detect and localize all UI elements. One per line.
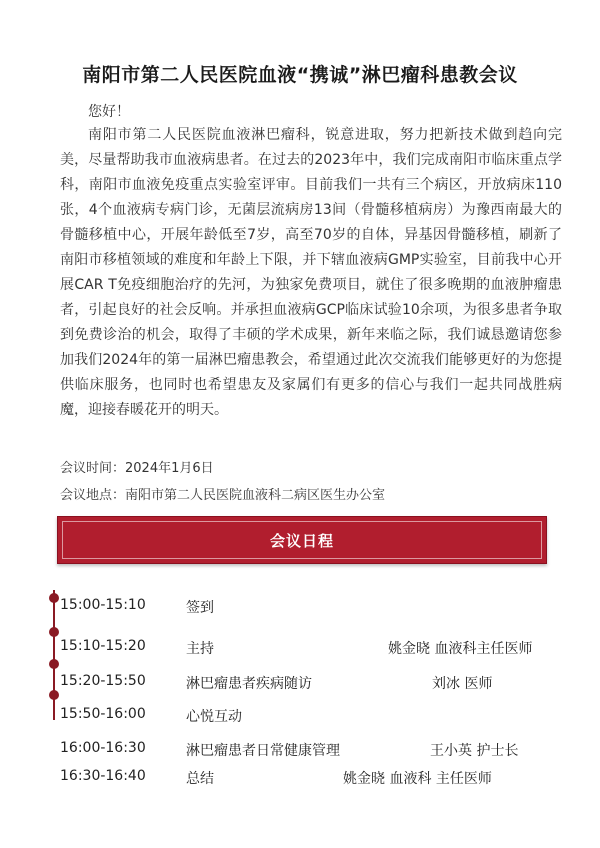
schedule-item: 淋巴瘤患者日常健康管理	[186, 743, 340, 759]
schedule-person: 姚金晓 血液科 主任医师	[343, 771, 492, 787]
schedule-row	[0, 638, 600, 662]
schedule-item: 淋巴瘤患者疾病随访	[186, 676, 312, 692]
schedule-person: 刘冰 医师	[432, 676, 493, 692]
timeline-dot	[49, 627, 59, 637]
schedule-item: 签到	[186, 600, 214, 616]
schedule-item: 主持	[186, 641, 214, 657]
page-title: 南阳市第二人民医院血液“携诚”淋巴瘤科患教会议	[82, 64, 518, 86]
schedule-person: 姚金晓 血液科主任医师	[388, 641, 533, 657]
schedule-time: 15:00-15:10	[60, 597, 146, 613]
schedule-time: 15:10-15:20	[60, 638, 146, 654]
schedule-row	[0, 740, 600, 764]
body-paragraph: 南阳市第二人民医院血液淋巴瘤科，锐意进取，努力把新技术做到趋向完美，尽量帮助我市血液病患者。在过去的2023年中，我们完成南阳市临床重点学科，南阳市血液免疫重点实验室评审。目前我们一共有三个病区，开放病床110张，4个血液病专病门诊，无菌层流病房13间（骨髓移植病房）为豫西南最大的骨髓移植中心，开展年龄低至7岁，高至70岁的自体，异基因骨髓移植，刷新了南阳市移植领域的难度和年龄上下限，并下辖血液病GMP实验室，目前我中心开展CAR T免疫细胞治疗的先河，为独家免费项目，就住了很多晚期的血液肿瘤患者，引起良好的社会反响。并承担血液病GCP临床试验10余项，为很多患者争取到免费诊治的机会，取得了丰硕的学术成果，新年来临之际，我们诚恳邀请您参加我们2024年的第一届淋巴瘤患教会，希望通过此次交流我们能够更好的为您提供临床服务，也同时也希望患友及家属们有更多的信心与我们一起共同战胜病魔，迎接春暖花开的明天。	[60, 127, 562, 418]
meeting-time: 会议时间：2024年1月6日	[60, 461, 214, 476]
schedule-time: 16:00-16:30	[60, 740, 146, 756]
schedule-banner	[57, 516, 547, 564]
schedule-row	[0, 673, 600, 697]
schedule-time: 15:50-16:00	[60, 706, 146, 722]
meeting-place: 会议地点：南阳市第二人民医院血液科二病区医生办公室	[60, 488, 386, 503]
schedule-heading: 会议日程	[269, 531, 334, 550]
schedule-person: 王小英 护士长	[430, 743, 519, 759]
schedule-time: 16:30-16:40	[60, 768, 146, 784]
schedule-row	[0, 597, 600, 621]
schedule-row	[0, 768, 600, 792]
greeting: 您好！	[88, 104, 130, 120]
schedule-row	[0, 706, 600, 730]
schedule-item: 总结	[186, 771, 214, 787]
schedule-item: 心悦互动	[186, 709, 242, 725]
schedule-time: 15:20-15:50	[60, 673, 146, 689]
